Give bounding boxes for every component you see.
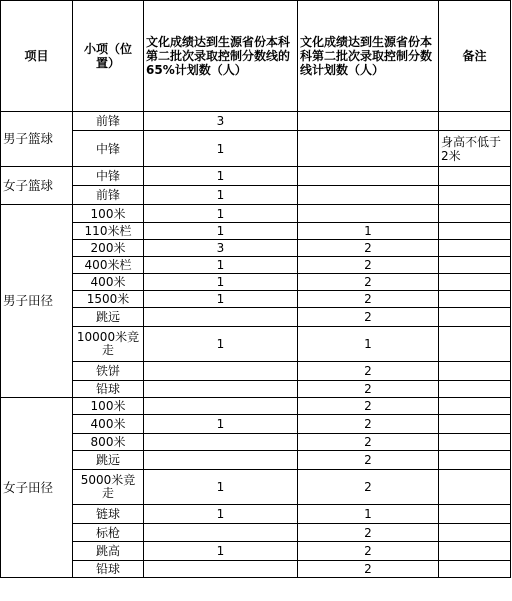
quota-65-cell: 1 [144, 205, 298, 223]
subitem-cell: 铅球 [73, 561, 144, 578]
note-cell [439, 223, 511, 240]
quota-65-cell: 1 [144, 223, 298, 240]
quota-65-cell [144, 524, 298, 542]
quota-full-cell [298, 131, 439, 167]
quota-65-cell: 1 [144, 131, 298, 167]
table-row [1, 561, 511, 578]
quota-65-cell: 1 [144, 470, 298, 505]
quota-full-cell: 2 [298, 381, 439, 398]
table-row [1, 223, 511, 240]
note-cell [439, 524, 511, 542]
table-row [1, 131, 511, 167]
quota-full-cell: 2 [298, 451, 439, 470]
subitem-cell: 5000米竞走 [73, 470, 144, 505]
quota-full-cell: 2 [298, 524, 439, 542]
quota-full-cell: 2 [298, 434, 439, 451]
quota-65-cell: 1 [144, 167, 298, 186]
quota-full-cell: 1 [298, 505, 439, 524]
quota-full-cell: 2 [298, 470, 439, 505]
subitem-cell: 前锋 [73, 112, 144, 131]
quota-65-cell [144, 451, 298, 470]
subitem-cell: 800米 [73, 434, 144, 451]
table-row [1, 291, 511, 308]
subitem-cell: 跳远 [73, 308, 144, 327]
quota-full-cell: 2 [298, 415, 439, 434]
quota-full-cell: 2 [298, 542, 439, 561]
note-cell [439, 327, 511, 362]
header-quota-65: 文化成绩达到生源省份本科第二批次录取控制分数线的65%计划数（人） [144, 1, 298, 112]
header-quota-full: 文化成绩达到生源省份本科第二批次录取控制分数线计划数（人） [298, 1, 439, 112]
category-cell: 女子田径 [1, 398, 73, 578]
note-cell [439, 257, 511, 274]
quota-65-cell [144, 381, 298, 398]
quota-65-cell: 1 [144, 542, 298, 561]
subitem-cell: 100米 [73, 205, 144, 223]
table-row [1, 362, 511, 381]
note-cell [439, 561, 511, 578]
quota-65-cell: 3 [144, 112, 298, 131]
subitem-cell: 标枪 [73, 524, 144, 542]
quota-full-cell [298, 186, 439, 205]
subitem-cell: 前锋 [73, 186, 144, 205]
quota-65-cell [144, 362, 298, 381]
quota-full-cell [298, 167, 439, 186]
header-row [1, 1, 511, 112]
note-cell [439, 415, 511, 434]
quota-full-cell: 2 [298, 291, 439, 308]
quota-65-cell: 1 [144, 257, 298, 274]
header-note: 备注 [439, 1, 511, 112]
category-cell: 男子篮球 [1, 112, 73, 167]
subitem-cell: 400米 [73, 415, 144, 434]
subitem-cell: 10000米竞走 [73, 327, 144, 362]
subitem-cell: 链球 [73, 505, 144, 524]
note-cell [439, 240, 511, 257]
subitem-cell: 400米栏 [73, 257, 144, 274]
note-cell [439, 291, 511, 308]
note-cell [439, 308, 511, 327]
table-row [1, 308, 511, 327]
subitem-cell: 400米 [73, 274, 144, 291]
quota-full-cell: 2 [298, 240, 439, 257]
table-row [1, 542, 511, 561]
quota-65-cell [144, 434, 298, 451]
quota-full-cell: 1 [298, 327, 439, 362]
category-cell: 男子田径 [1, 205, 73, 398]
subitem-cell: 100米 [73, 398, 144, 415]
note-cell [439, 362, 511, 381]
table-row [1, 398, 511, 415]
subitem-cell: 铁饼 [73, 362, 144, 381]
note-cell [439, 167, 511, 186]
note-cell [439, 434, 511, 451]
note-cell [439, 112, 511, 131]
quota-full-cell: 1 [298, 223, 439, 240]
quota-full-cell: 2 [298, 274, 439, 291]
quota-65-cell: 3 [144, 240, 298, 257]
table-row [1, 257, 511, 274]
table-row [1, 470, 511, 505]
subitem-cell: 跳高 [73, 542, 144, 561]
table-row [1, 327, 511, 362]
note-cell [439, 542, 511, 561]
quota-full-cell [298, 205, 439, 223]
quota-65-cell [144, 308, 298, 327]
quota-65-cell: 1 [144, 186, 298, 205]
quota-full-cell: 2 [298, 398, 439, 415]
table-row [1, 205, 511, 223]
table-row [1, 451, 511, 470]
note-cell [439, 381, 511, 398]
table-row [1, 524, 511, 542]
subitem-cell: 中锋 [73, 167, 144, 186]
quota-65-cell: 1 [144, 415, 298, 434]
quota-full-cell: 2 [298, 362, 439, 381]
table-row [1, 167, 511, 186]
header-project: 项目 [1, 1, 73, 112]
subitem-cell: 中锋 [73, 131, 144, 167]
quota-65-cell: 1 [144, 505, 298, 524]
quota-65-cell [144, 561, 298, 578]
quota-full-cell [298, 112, 439, 131]
table-row [1, 415, 511, 434]
table-row [1, 434, 511, 451]
subitem-cell: 铅球 [73, 381, 144, 398]
table-row [1, 381, 511, 398]
table-row [1, 274, 511, 291]
note-cell [439, 186, 511, 205]
note-cell [439, 398, 511, 415]
quota-full-cell: 2 [298, 257, 439, 274]
note-cell: 身高不低于2米 [439, 131, 511, 167]
subitem-cell: 1500米 [73, 291, 144, 308]
table-row [1, 505, 511, 524]
header-subitem: 小项（位置） [73, 1, 144, 112]
note-cell [439, 274, 511, 291]
quota-65-cell: 1 [144, 327, 298, 362]
subitem-cell: 200米 [73, 240, 144, 257]
note-cell [439, 505, 511, 524]
table-row [1, 112, 511, 131]
quota-65-cell: 1 [144, 274, 298, 291]
category-cell: 女子篮球 [1, 167, 73, 205]
quota-65-cell: 1 [144, 291, 298, 308]
note-cell [439, 205, 511, 223]
quota-full-cell: 2 [298, 561, 439, 578]
subitem-cell: 跳远 [73, 451, 144, 470]
table-row [1, 240, 511, 257]
subitem-cell: 110米栏 [73, 223, 144, 240]
quota-full-cell: 2 [298, 308, 439, 327]
quota-65-cell [144, 398, 298, 415]
table-row [1, 186, 511, 205]
note-cell [439, 451, 511, 470]
note-cell [439, 470, 511, 505]
